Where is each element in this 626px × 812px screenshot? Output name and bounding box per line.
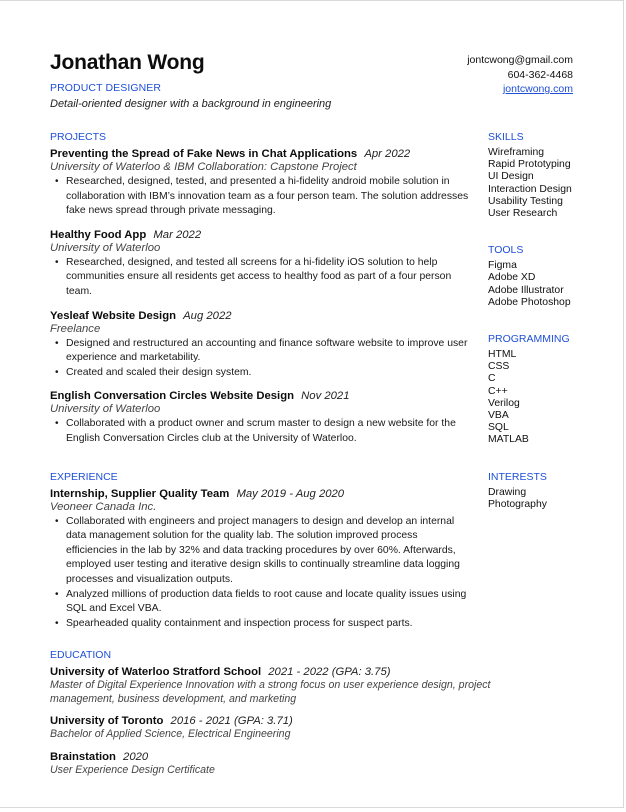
- sidebar: [488, 131, 608, 535]
- project-entry: [50, 228, 470, 300]
- project-entry: [50, 389, 470, 446]
- project-title: Healthy Food App: [50, 228, 147, 241]
- section-title-tools: TOOLS: [488, 244, 524, 257]
- project-entry: [50, 309, 470, 381]
- education-entry: [50, 665, 500, 706]
- contact-phone: 604-362-4468: [507, 68, 573, 81]
- bullet-item: • Created and scaled their design system.: [66, 366, 470, 381]
- bullet-item: • Spearheaded quality containment and inspection process for suspect parts.: [66, 617, 470, 632]
- tagline: Detail-oriented designer with a background in engineering: [50, 98, 332, 110]
- skill-item: UI Design: [488, 171, 534, 183]
- main-column: [50, 131, 491, 791]
- programming-section: [488, 333, 608, 447]
- skill-item: Wireframing: [488, 147, 545, 158]
- tool-item: Adobe Illustrator: [488, 284, 564, 296]
- contact-email[interactable]: jontcwong@gmail.com: [467, 54, 573, 66]
- project-date: Apr 2022: [364, 148, 411, 160]
- tool-item: Adobe Photoshop: [488, 296, 571, 308]
- job-title: PRODUCT DESIGNER: [50, 82, 162, 94]
- school-name: Brainstation: [50, 750, 116, 763]
- education-date: 2021 - 2022 (GPA: 3.75): [268, 666, 391, 679]
- project-org: University of Waterloo: [50, 241, 161, 254]
- language-item: HTML: [488, 349, 517, 361]
- skill-item: Usability Testing: [488, 195, 563, 207]
- interest-item: Drawing: [488, 486, 527, 498]
- degree-detail: User Experience Design Certificate: [50, 763, 215, 776]
- section-title-skills: SKILLS: [488, 131, 524, 143]
- degree-detail: Master of Digital Experience Innovation with a strong focus on user experience design, project management, business development, and marketing: [50, 679, 491, 705]
- projects-section: [50, 131, 470, 447]
- skills-section: [488, 131, 608, 220]
- project-date: Aug 2022: [183, 309, 232, 322]
- tool-item: Adobe XD: [488, 272, 536, 284]
- bullet-item: • Analyzed millions of production data fields to root cause and locate quality issues using SQL and Excel VBA.: [66, 588, 470, 617]
- experience-section: [50, 471, 470, 632]
- language-item: Verilog: [488, 397, 520, 409]
- project-title: English Conversation Circles Website Design: [50, 390, 294, 403]
- school-name: University of Waterloo Stratford School: [50, 666, 262, 679]
- experience-org: Veoneer Canada Inc.: [50, 500, 157, 513]
- education-date: 2020: [123, 750, 149, 763]
- skill-item: Interaction Design: [488, 183, 572, 195]
- experience-entry: [50, 487, 470, 632]
- project-date: Nov 2021: [301, 390, 350, 403]
- language-item: C: [488, 373, 496, 385]
- language-item: SQL: [488, 422, 509, 434]
- project-title: Preventing the Spread of Fake News in Chat Applications: [50, 148, 358, 160]
- experience-date: May 2019 - Aug 2020: [236, 487, 345, 500]
- project-title: Yesleaf Website Design: [50, 309, 176, 322]
- education-section: [50, 649, 491, 777]
- language-item: C++: [488, 385, 508, 397]
- section-title-interests: INTERESTS: [488, 470, 547, 483]
- section-title-education: EDUCATION: [50, 649, 112, 662]
- project-org: Freelance: [50, 322, 101, 335]
- tool-item: Figma: [488, 260, 517, 272]
- school-name: University of Toronto: [50, 715, 164, 728]
- language-item: CSS: [488, 361, 510, 373]
- bullet-item: • Researched, designed, and tested all screens for a hi-fidelity iOS solution to help communities ensure all residents get access to healthy food as part of a four person team.: [66, 256, 470, 300]
- project-org: University of Waterloo: [50, 403, 161, 416]
- section-title-experience: EXPERIENCE: [50, 470, 118, 483]
- bullet-item: • Designed and restructured an accounting and finance software website to improve user experience and marketability.: [66, 337, 470, 366]
- interest-item: Photography: [488, 498, 547, 510]
- language-item: VBA: [488, 410, 509, 422]
- education-date: 2016 - 2021 (GPA: 3.71): [170, 715, 293, 728]
- contact-block: [467, 53, 573, 97]
- skill-item: User Research: [488, 208, 558, 220]
- tools-section: [488, 244, 608, 309]
- education-entry: [50, 750, 470, 777]
- education-entry: [50, 714, 470, 741]
- skill-item: Rapid Prototyping: [488, 159, 571, 171]
- interests-section: [488, 471, 608, 511]
- project-org: University of Waterloo & IBM Collaboration: Capstone Project: [50, 161, 357, 173]
- section-title-programming: PROGRAMMING: [488, 333, 570, 346]
- language-item: MATLAB: [488, 434, 529, 446]
- section-title-projects: PROJECTS: [50, 131, 107, 143]
- bullet-item: • Collaborated with engineers and project managers to design and develop an internal data management solution for the quality lab. The solution improved process efficiencies in the lab by 32% and data tracking procedures by over 60%. Afterwards, employed user testing and iterative design skills to continually streamline data logging processes and visualization outputs.: [66, 515, 470, 588]
- degree-detail: Bachelor of Applied Science, Electrical Engineering: [50, 728, 291, 741]
- project-date: Mar 2022: [153, 228, 202, 241]
- experience-title: Internship, Supplier Quality Team: [50, 487, 230, 500]
- bullet-item: • Collaborated with a product owner and scrum master to design a new website for the English Conversation Circles club at the University of Waterloo.: [66, 417, 470, 446]
- bullet-item: • Researched, designed, tested, and presented a hi-fidelity android mobile solution in collaboration with IBM’s innovation team as a four person team. The solution addresses fake news spread through private messaging.: [66, 175, 470, 219]
- project-entry: [50, 147, 470, 219]
- website-link[interactable]: jontcwong.com: [502, 83, 573, 95]
- candidate-name: Jonathan Wong: [50, 51, 205, 74]
